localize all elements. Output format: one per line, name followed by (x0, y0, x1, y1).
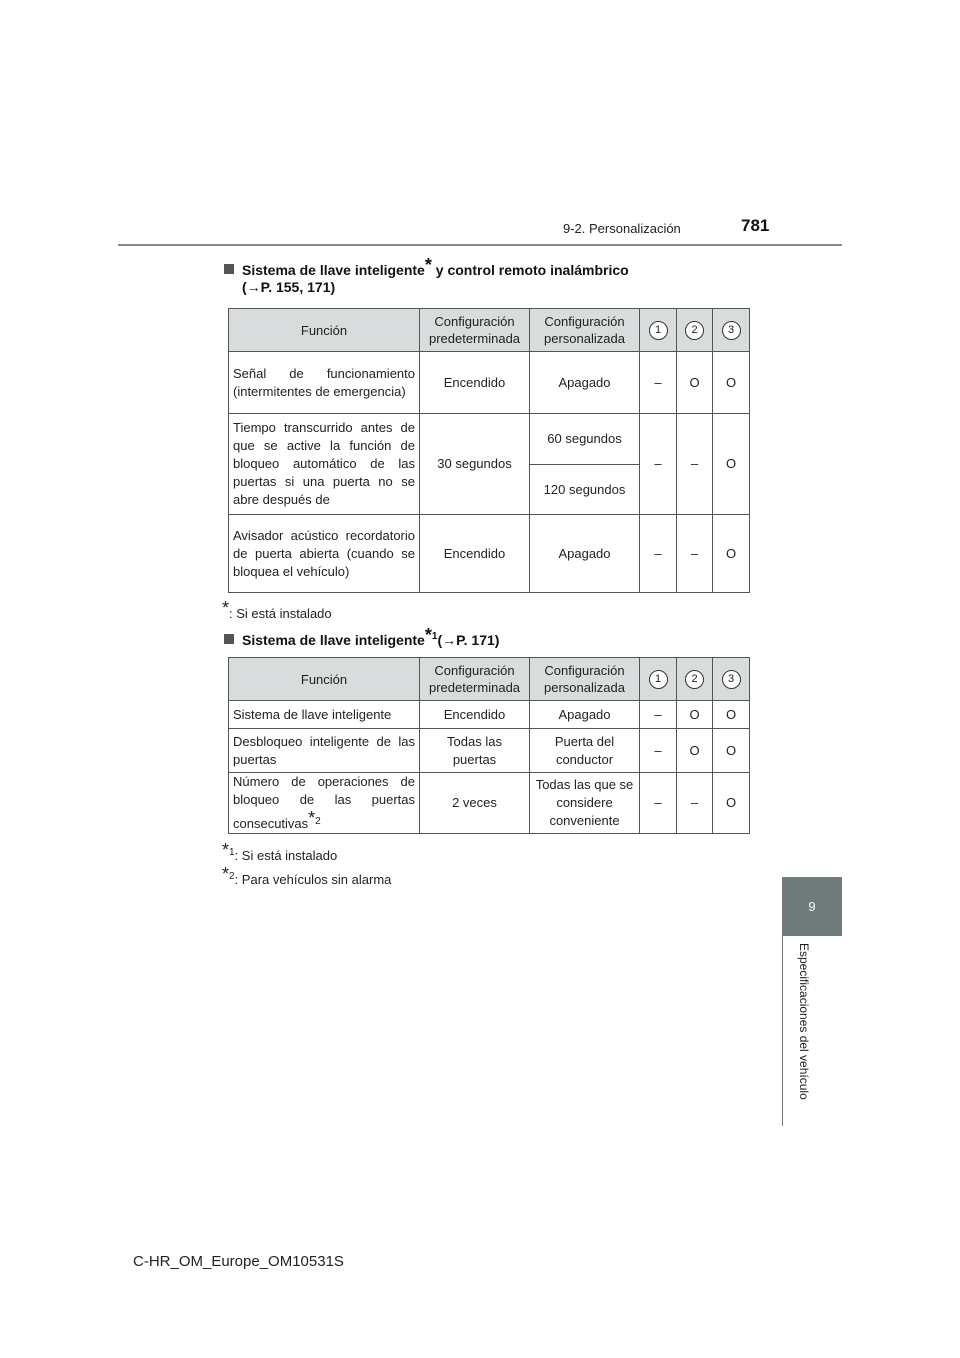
header-custom: Configuración personalizada (530, 309, 640, 352)
header-default: Configuración predeterminada (420, 309, 530, 352)
chapter-tab (782, 877, 842, 936)
table-header-row (229, 309, 750, 352)
circled-1-icon: 1 (649, 670, 668, 689)
section2-footnote-1: *$^1$: Si está instalado (222, 840, 338, 863)
chapter-title: Especificaciones del vehículo (797, 943, 811, 1100)
asterisk-mark: * (424, 255, 432, 275)
section1-title: Sistema de llave inteligente* y control remoto inalámbrico (224, 254, 629, 281)
table-row: Señal de funcionamiento (intermitentes de emergencia) Encendido Apagado – O O (229, 352, 750, 414)
section1-table (228, 308, 750, 593)
header-funcion: Función (229, 309, 420, 352)
circled-1-icon: 1 (649, 321, 668, 340)
header-default: Configuración predeterminada (420, 658, 530, 701)
document-code: C-HR_OM_Europe_OM10531S (133, 1253, 344, 1270)
square-bullet-icon (224, 634, 234, 644)
header-divider (118, 244, 842, 246)
table-row: Sistema de llave inteligente Encendido Apagado – O O (229, 701, 750, 729)
circled-3-icon: 3 (722, 670, 741, 689)
header-funcion: Función (229, 658, 420, 701)
chapter-number: 9 (808, 899, 816, 914)
section2-title: Sistema de llave inteligente*$^1$(→P. 171) (224, 624, 499, 651)
section1-reference: (→P. 155, 171) (242, 279, 336, 295)
header-custom: Configuración personalizada (530, 658, 640, 701)
square-bullet-icon (224, 264, 234, 274)
table-row: 120 segundos (229, 465, 750, 515)
header-section-title: 9-2. Personalización (563, 221, 681, 236)
page-number: 781 (741, 216, 770, 235)
table-row: Tiempo transcurrido antes de que se active la función de bloqueo automático de las puertas si una puerta no se abre después de 30 segundos 60 segundos – – O (229, 414, 750, 465)
circled-2-icon: 2 (685, 321, 704, 340)
chapter-tab-line (782, 936, 783, 1126)
circled-2-icon: 2 (685, 670, 704, 689)
table-header-row (229, 658, 750, 701)
circled-3-icon: 3 (722, 321, 741, 340)
section2-footnote-2: *$^2$: Para vehículos sin alarma (222, 864, 392, 887)
table-row: Desbloqueo inteligente de las puertas Todas las puertas Puerta del conductor – O O (229, 729, 750, 773)
section1-footnote: *: Si está instalado (222, 598, 332, 621)
section2-table (228, 657, 750, 834)
table-row: Número de operaciones de bloqueo de las puertas consecutivas*$^2$ 2 veces Todas las que se considere conveniente – – O (229, 773, 750, 834)
table-row: Avisador acústico recordatorio de puerta abierta (cuando se bloquea el vehículo) Encendido Apagado – – O (229, 515, 750, 593)
